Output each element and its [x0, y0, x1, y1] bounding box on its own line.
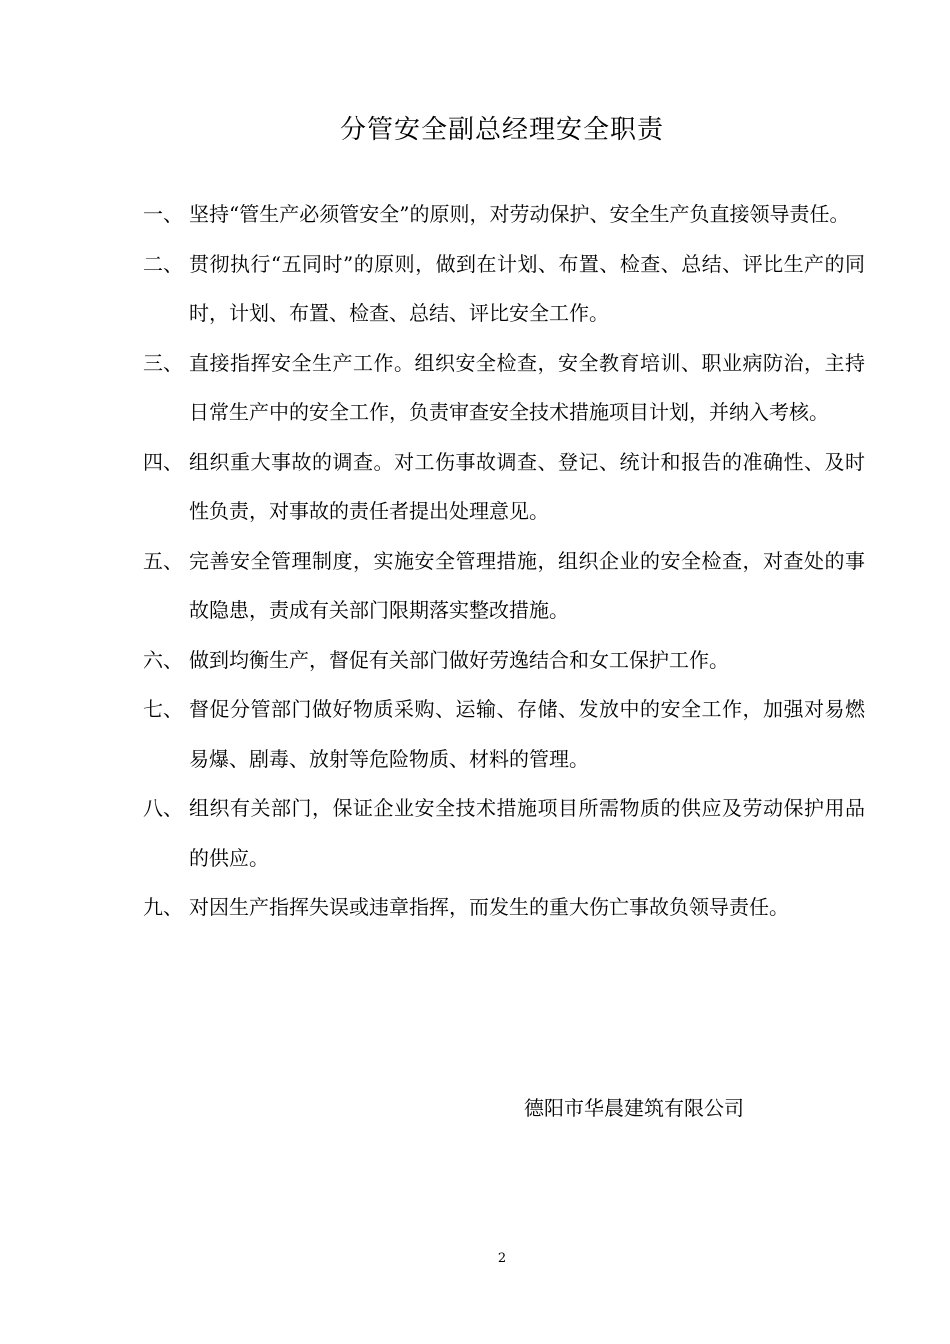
- duty-item-2: [143, 240, 865, 339]
- duty-number: 九、: [143, 895, 183, 919]
- page-number: 2: [497, 1251, 507, 1266]
- duty-item-8: [143, 784, 865, 883]
- duty-item-7: [143, 685, 865, 784]
- duty-number: 六、: [143, 647, 183, 672]
- duty-item-9: [143, 883, 865, 933]
- duty-text: 坚持“管生产必须管安全”的原则，对劳动保护、安全生产负直接领导责任。: [189, 202, 850, 226]
- duty-item-1: [143, 190, 865, 240]
- document-title: 分管安全副总经理安全职责: [339, 115, 664, 145]
- duty-text: 组织重大事故的调查。对工伤事故调查、登记、统计和报告的准确性、及时性负责，对事故的责任者提出处理意见。: [189, 449, 865, 523]
- company-name: 德阳市华晨建筑有限公司: [524, 1096, 744, 1120]
- duty-text: 完善安全管理制度，实施安全管理措施，组织企业的安全检查，对查处的事故隐患，责成有关部门限期落实整改措施。: [189, 548, 865, 622]
- duty-text: 对因生产指挥失误或违章指挥，而发生的重大伤亡事故负领导责任。: [189, 895, 789, 919]
- duty-number: 七、: [143, 697, 183, 721]
- duty-item-3: [143, 339, 865, 438]
- duty-item-4: [143, 438, 865, 537]
- duty-text: 做到均衡生产，督促有关部门做好劳逸结合和女工保护工作。: [189, 647, 729, 672]
- duty-number: 三、: [143, 350, 183, 375]
- duty-number: 二、: [143, 251, 183, 276]
- duty-number: 一、: [143, 202, 183, 226]
- duty-number: 四、: [143, 449, 183, 474]
- duty-number: 五、: [143, 548, 183, 573]
- duty-number: 八、: [143, 796, 183, 820]
- duty-text: 督促分管部门做好物质采购、运输、存储、发放中的安全工作，加强对易燃易爆、剧毒、放射等危险物质、材料的管理。: [189, 697, 865, 771]
- duty-text: 直接指挥安全生产工作。组织安全检查，安全教育培训、职业病防治，主持日常生产中的安全工作，负责审查安全技术措施项目计划，并纳入考核。: [189, 350, 865, 424]
- duty-list: [143, 190, 865, 933]
- duty-item-6: [143, 636, 865, 686]
- duty-item-5: [143, 537, 865, 636]
- duty-text: 组织有关部门，保证企业安全技术措施项目所需物质的供应及劳动保护用品的供应。: [189, 796, 865, 870]
- duty-text: 贯彻执行“五同时”的原则，做到在计划、布置、检查、总结、评比生产的同时，计划、布置、检查、总结、评比安全工作。: [189, 251, 865, 325]
